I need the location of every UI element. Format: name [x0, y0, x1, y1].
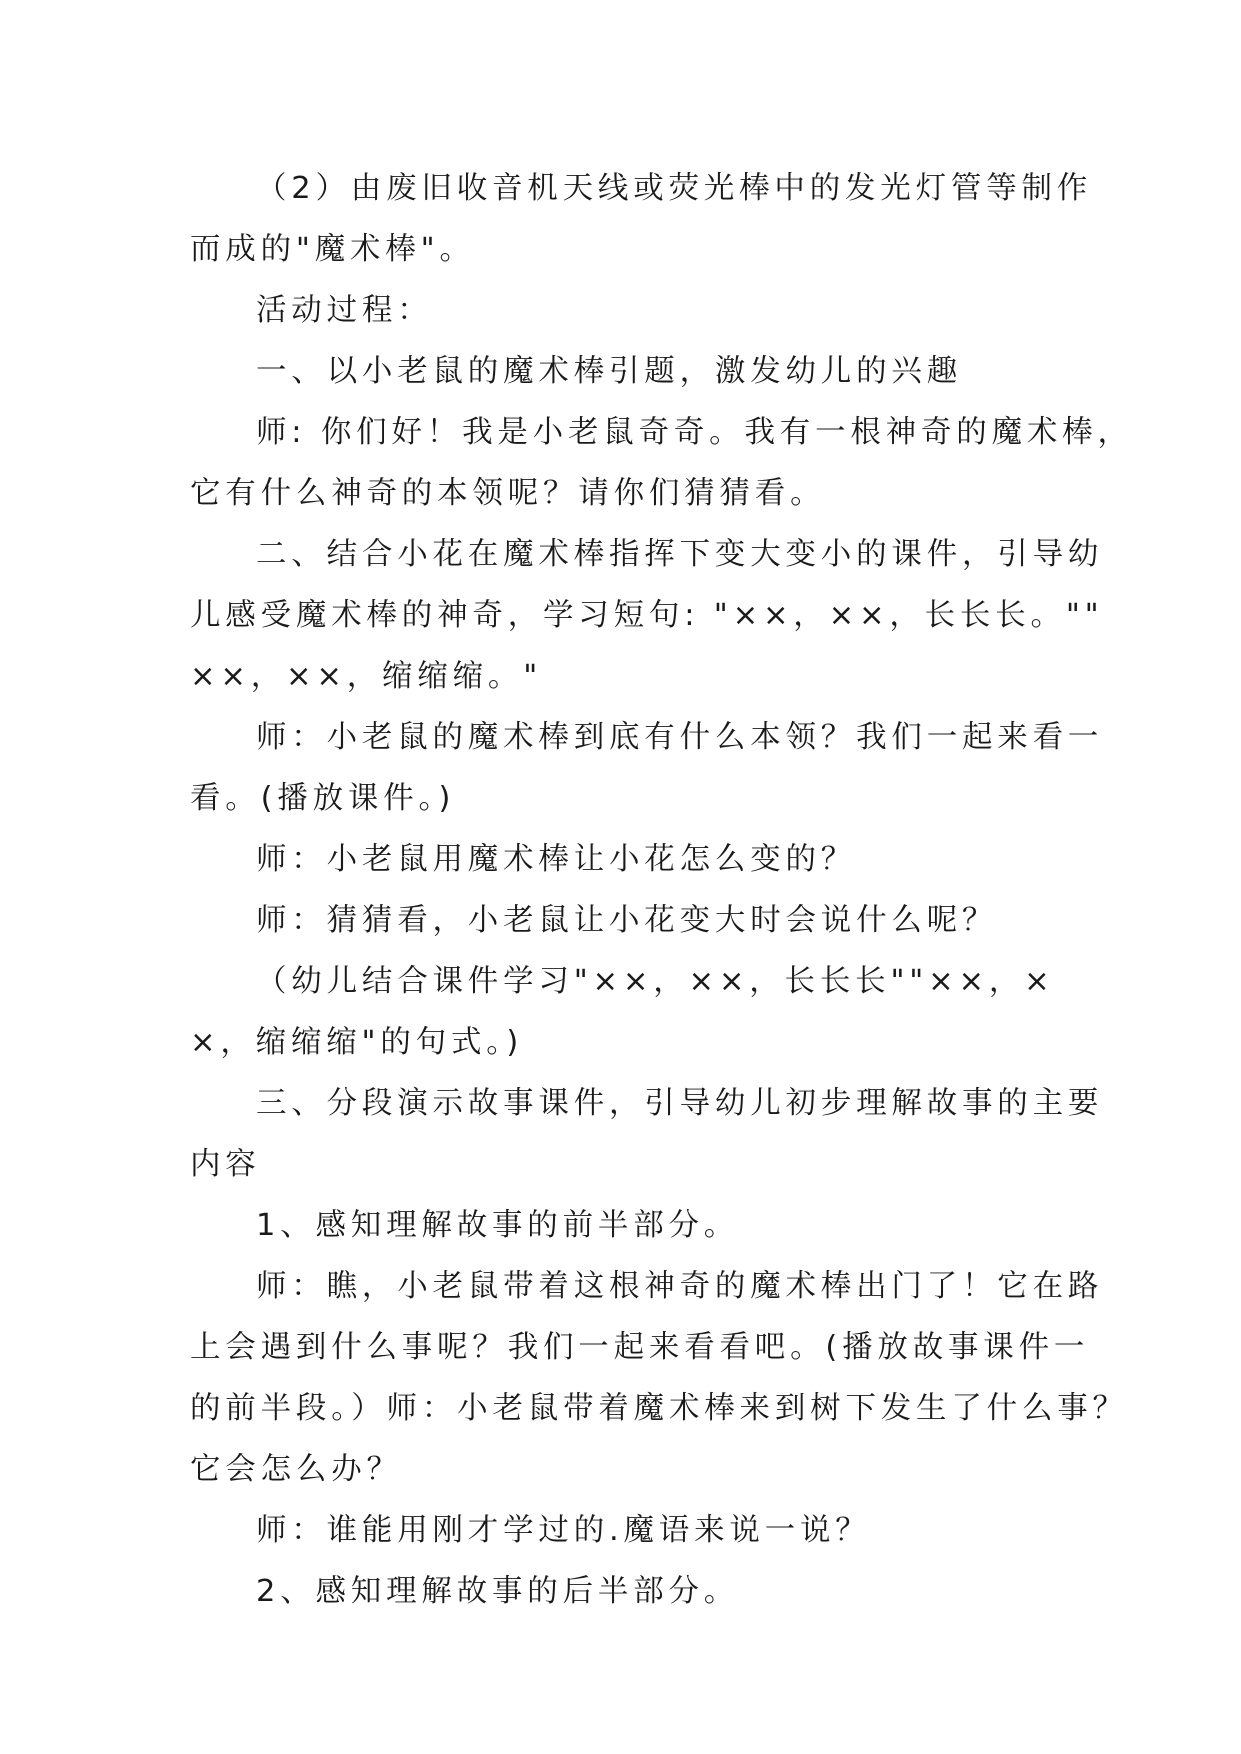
paragraph-step-2-heading [190, 524, 1104, 707]
text-line: 它有什么神奇的本领呢？请你们猜猜看。 [190, 476, 826, 511]
text-line: 三、分段演示故事课件，引导幼儿初步理解故事的主要 [256, 1086, 1104, 1121]
text-line: ××，××，缩缩缩。" [190, 659, 543, 694]
text-line: 看。(播放课件。) [190, 781, 456, 816]
text-line: （幼儿结合课件学习"××，××，长长长""××，× [256, 964, 1055, 999]
text-line: 一、以小老鼠的魔术棒引题，激发幼儿的兴趣 [256, 354, 962, 389]
text-line: 上会遇到什么事呢？我们一起来看看吧。(播放故事课件一 [190, 1330, 1090, 1365]
paragraph-step-3-heading [190, 1073, 1104, 1195]
text-line: 师：猜猜看，小老鼠让小花变大时会说什么呢？ [256, 903, 998, 938]
text-line: 内容 [190, 1147, 261, 1182]
text-line: 师：小老鼠的魔术棒到底有什么本领？我们一起来看一 [256, 720, 1104, 755]
paragraph-step-1-heading [190, 341, 1056, 402]
text-line: 1、感知理解故事的前半部分。 [256, 1208, 740, 1243]
text-line: 师：谁能用刚才学过的.魔语来说一说？ [256, 1513, 871, 1548]
text-line: 师：瞧，小老鼠带着这根神奇的魔术棒出门了！它在路 [256, 1269, 1104, 1304]
paragraph-teacher-greeting [190, 402, 1133, 524]
text-line: 而成的"魔术棒"。 [190, 232, 475, 267]
paragraph-substep-1 [190, 1195, 1056, 1256]
text-line: 师: 你们好！我是小老鼠奇奇。我有一根神奇的魔术棒， [256, 415, 1133, 450]
paragraph-activity-process-heading [190, 280, 1056, 341]
paragraph-teacher-question-3 [190, 890, 1056, 951]
paragraph-teacher-story-1 [190, 1256, 1128, 1500]
text-line: 二、结合小花在魔术棒指挥下变大变小的课件，引导幼 [256, 537, 1104, 572]
paragraph-teacher-magic-words [190, 1500, 1056, 1561]
paragraph-teacher-question-1 [190, 707, 1104, 829]
paragraph-materials-2 [190, 158, 1093, 280]
text-line: （2）由废旧收音机天线或荧光棒中的发光灯管等制作 [256, 171, 1093, 206]
paragraph-children-practice [190, 951, 1056, 1073]
text-line: 它会怎么办？ [190, 1452, 402, 1487]
paragraph-substep-2 [190, 1561, 1056, 1622]
text-line: 师：小老鼠用魔术棒让小花怎么变的？ [256, 842, 857, 877]
document-body [190, 158, 1133, 1622]
paragraph-teacher-question-2 [190, 829, 1056, 890]
text-line: ×，缩缩缩"的句式。) [190, 1025, 524, 1060]
text-line: 2、感知理解故事的后半部分。 [256, 1574, 740, 1609]
text-line: 儿感受魔术棒的神奇，学习短句: "××，××，长长长。"" [190, 598, 1104, 633]
text-line: 活动过程： [256, 293, 433, 328]
text-line: 的前半段。）师：小老鼠带着魔术棒来到树下发生了什么事？ [190, 1391, 1128, 1426]
